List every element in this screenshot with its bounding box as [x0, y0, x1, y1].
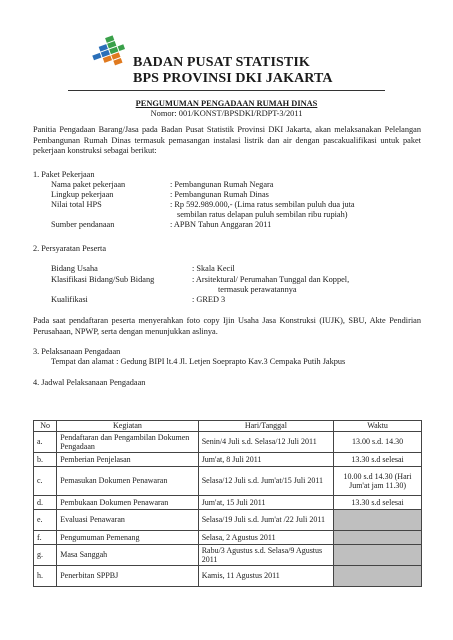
cell-kegiatan: Penerbitan SPPBJ	[57, 566, 198, 587]
cell-kegiatan: Masa Sanggah	[57, 545, 198, 566]
cell-hari: Senin/4 Juli s.d. Selasa/12 Juli 2011	[198, 432, 333, 453]
cell-no: g.	[34, 545, 57, 566]
cell-waktu-shaded	[334, 531, 422, 545]
cell-hari: Selasa/12 Juli s.d. Jum'at/15 Juli 2011	[198, 467, 333, 496]
col-header-no: No	[34, 421, 57, 432]
cell-no: c.	[34, 467, 57, 496]
cell-no: a.	[34, 432, 57, 453]
table-header-row	[34, 421, 422, 432]
table-row	[34, 432, 422, 453]
s1-value-nama: : Pembangunan Rumah Negara	[170, 180, 274, 189]
intro-paragraph: Panitia Pengadaan Barang/Jasa pada Badan Pusat Statistik Provinsi DKI Jakarta, akan melaksanakan Pelelangan Pembangunan Rumah Dinas termasuk pemasangan instalasi listrik dan air dengan pascakualifikasi untuk paket pekerjaan konstruksi sebagai berikut:	[33, 125, 421, 156]
schedule-table	[33, 420, 422, 587]
section-2-heading: 2. Persyaratan Peserta	[33, 244, 107, 253]
cell-waktu-shaded	[334, 566, 422, 587]
cell-waktu: 10.00 s.d 14.30 (Hari Jum'at jam 11.30)	[334, 467, 422, 496]
s2-value-kualifikasi: : GRED 3	[192, 295, 226, 304]
cell-no: h.	[34, 566, 57, 587]
s2-value-klasifikasi-cont: termasuk perawatannya	[218, 285, 297, 294]
cell-hari: Jum'at, 8 Juli 2011	[198, 453, 333, 467]
cell-kegiatan: Pemberian Penjelasan	[57, 453, 198, 467]
s2-note: Pada saat pendaftaran peserta menyerahkan foto copy Ijin Usaha Jasa Konstruksi (IUJK), SBU, Akte Pendirian Perusahaan, NPWP, serta dengan menunjukkan aslinya.	[33, 316, 421, 336]
s3-location: Tempat dan alamat : Gedung BIPI lt.4 Jl. Letjen Soeprapto Kav.3 Cempaka Putih Jakpus	[51, 357, 346, 366]
cell-no: e.	[34, 510, 57, 531]
header-title-2: BPS PROVINSI DKI JAKARTA	[133, 71, 333, 86]
cell-waktu: 13.00 s.d. 14.30	[334, 432, 422, 453]
s1-label-sumber: Sumber pendanaan	[51, 220, 115, 229]
cell-no: b.	[34, 453, 57, 467]
table-row	[34, 545, 422, 566]
s2-label-bidang: Bidang Usaha	[51, 264, 98, 273]
bps-logo-icon	[88, 30, 128, 74]
cell-kegiatan: Pembukaan Dokumen Penawaran	[57, 496, 198, 510]
document-title: PENGUMUMAN PENGADAAN RUMAH DINAS	[135, 99, 318, 108]
table-row	[34, 510, 422, 531]
cell-waktu-shaded	[334, 510, 422, 531]
cell-kegiatan: Pemasukan Dokumen Penawaran	[57, 467, 198, 496]
cell-hari: Rabu/3 Agustus s.d. Selasa/9 Agustus 2011	[198, 545, 333, 566]
col-header-kegiatan: Kegiatan	[57, 421, 198, 432]
header-divider	[68, 90, 385, 91]
cell-kegiatan: Evaluasi Penawaran	[57, 510, 198, 531]
table-row	[34, 467, 422, 496]
cell-hari: Jum'at, 15 Juli 2011	[198, 496, 333, 510]
col-header-hari: Hari/Tanggal	[198, 421, 333, 432]
cell-waktu: 13.30 s.d selesai	[334, 453, 422, 467]
section-1-heading: 1. Paket Pekerjaan	[33, 170, 95, 179]
table-row	[34, 453, 422, 467]
s1-label-hps: Nilai total HPS	[51, 200, 102, 209]
cell-no: d.	[34, 496, 57, 510]
s1-value-hps-cont: sembilan ratus delapan puluh sembilan ribu rupiah)	[177, 210, 348, 219]
table-row	[34, 531, 422, 545]
s1-value-lingkup: : Pembangunan Rumah Dinas	[170, 190, 269, 199]
cell-waktu: 13.30 s.d selesai	[334, 496, 422, 510]
s1-label-nama: Nama paket pekerjaan	[51, 180, 126, 189]
cell-hari: Selasa, 2 Agustus 2011	[198, 531, 333, 545]
s2-label-kualifikasi: Kualifikasi	[51, 295, 88, 304]
section-3-heading: 3. Pelaksanaan Pengadaan	[33, 347, 121, 356]
cell-kegiatan: Pendaftaran dan Pengambilan Dokumen Pengadaan	[57, 432, 198, 453]
s2-value-klasifikasi: : Arsitektural/ Perumahan Tunggal dan Koppel,	[192, 275, 350, 284]
cell-hari: Selasa/19 Juli s.d. Jum'at /22 Juli 2011	[198, 510, 333, 531]
s1-value-hps: : Rp 592.989.000,- (Lima ratus sembilan puluh dua juta	[170, 200, 355, 209]
cell-hari: Kamis, 11 Agustus 2011	[198, 566, 333, 587]
header-title-1: BADAN PUSAT STATISTIK	[133, 55, 310, 70]
table-row	[34, 496, 422, 510]
table-row	[34, 566, 422, 587]
cell-waktu-shaded	[334, 545, 422, 566]
section-4-heading: 4. Jadwal Pelaksanaan Pengadaan	[33, 378, 146, 387]
s2-value-bidang: : Skala Kecil	[192, 264, 235, 273]
col-header-waktu: Waktu	[334, 421, 422, 432]
cell-kegiatan: Pengumuman Pemenang	[57, 531, 198, 545]
document-number: Nomor: 001/KONST/BPSDKI/RDPT-3/2011	[150, 109, 303, 118]
s1-label-lingkup: Lingkup pekerjaan	[51, 190, 114, 199]
s1-value-sumber: : APBN Tahun Anggaran 2011	[170, 220, 272, 229]
cell-no: f.	[34, 531, 57, 545]
s2-label-klasifikasi: Klasifikasi Bidang/Sub Bidang	[51, 275, 155, 284]
